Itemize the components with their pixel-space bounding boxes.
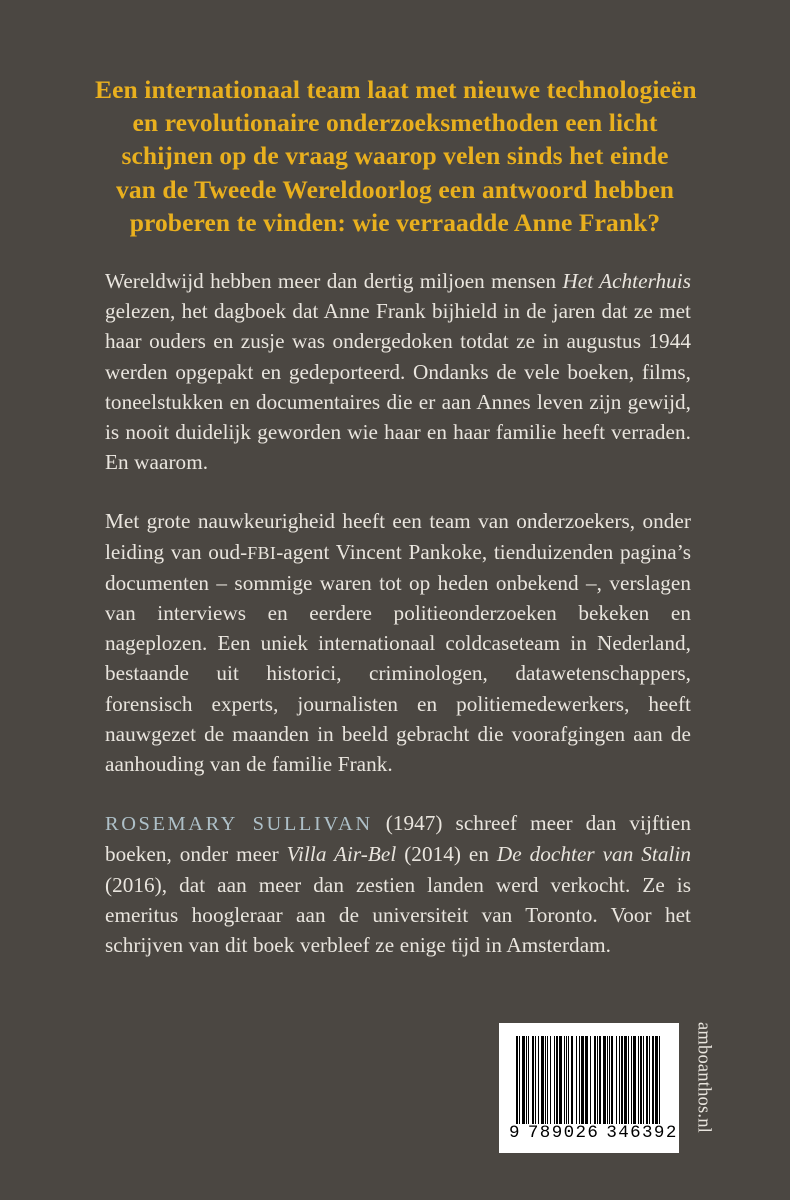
isbn-digit-first: 9: [509, 1123, 521, 1143]
author-bio-text-c: (2016), dat aan meer dan zestien landen werd verkocht. Ze is emeritus hoogleraar aan de universiteit van Toronto. Voor het schrijven van dit boek verbleef ze enige tijd in Amsterdam.: [105, 872, 691, 958]
headline-blurb: [95, 73, 695, 239]
headline-line-4: van de Tweede Wereldoorlog een antwoord hebben: [115, 174, 675, 204]
isbn-digit-group-2: 346392: [606, 1123, 678, 1143]
publisher-url-text: amboanthos.nl: [693, 1022, 714, 1134]
paragraph-research: [105, 506, 691, 779]
author-bio-text-b: (2014) en: [396, 842, 497, 867]
publisher-url: [690, 1022, 716, 1154]
author-bio-text-a: (1947) schreef meer dan vijftien boeken, onder meer: [105, 811, 691, 867]
isbn-digits: [509, 1123, 678, 1143]
paragraph-research-text-b: -agent Vincent Pankoke, tienduizenden pagina’s documenten – sommige waren tot op heden onbekend –, verslagen van interviews en eerdere politieonderzoeken bekeken en nageplozen. Een uniek internationaal coldcaseteam in Nederland, bestaande uit historici, criminologen, datawetenschappers, forensisch experts, journalisten en politiemedewerkers, heeft nauwgezet de maanden in beeld gebracht die voorafgingen aan de aanhouding van de familie Frank.: [105, 539, 691, 777]
headline-line-3: schijnen op de vraag waarop velen sinds het einde: [121, 141, 669, 171]
abbreviation-fbi: FBI: [247, 542, 277, 563]
headline-line-1: Een internationaal team laat met nieuwe technologieën: [95, 75, 697, 104]
book-title-villa-air-bel: Villa Air-Bel: [286, 842, 397, 867]
isbn-digit-group-1: 789026: [527, 1123, 600, 1143]
paragraph-synopsis-text-b: gelezen, het dagboek dat Anne Frank bijhield in de jaren dat ze met haar ouders en zusje was ondergedoken totdat ze in augustus 1944 werden opgepakt en gedeporteerd. Ondanks de vele boeken, films, toneelstukken en documentaires die er aan Annes leven zijn gewijd, is nooit duidelijk geworden wie haar en haar familie heeft verraden. En waarom.: [105, 299, 691, 475]
body-copy: [105, 266, 691, 960]
book-title-het-achterhuis: Het Achterhuis: [562, 269, 691, 293]
barcode-space: [660, 1036, 662, 1124]
author-name: ROSEMARY SULLIVAN: [105, 813, 373, 836]
paragraph-synopsis: [105, 266, 691, 477]
headline-line-5: proberen te vinden: wie verraadde Anne Frank?: [129, 207, 661, 237]
headline-line-2: en revolutionaire onderzoeksmethoden een licht: [132, 108, 658, 138]
book-title-de-dochter-van-stalin: De dochter van Stalin: [496, 842, 691, 867]
isbn-barcode: [499, 1023, 679, 1153]
barcode-bars: [516, 1036, 662, 1124]
paragraph-author-bio: [105, 808, 691, 960]
paragraph-research-text-a: Met grote nauwkeurigheid heeft een team van onderzoekers, onder leiding van oud-: [105, 509, 691, 564]
paragraph-synopsis-text-a: Wereldwijd hebben meer dan dertig miljoen mensen: [105, 269, 563, 293]
